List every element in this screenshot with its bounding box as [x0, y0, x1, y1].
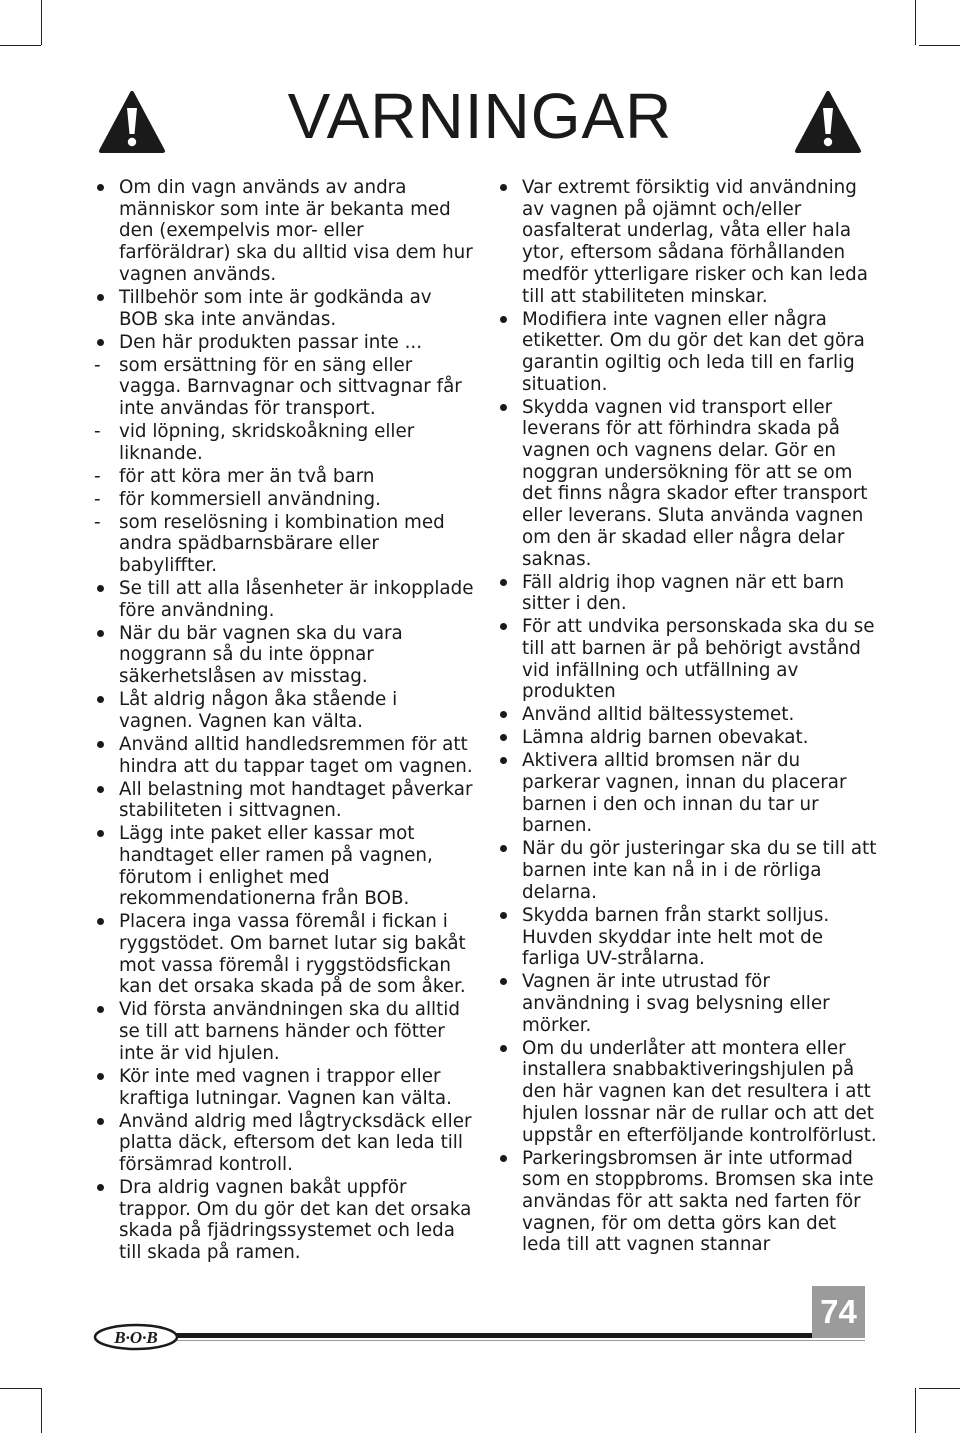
item-text: Lämna aldrig barnen obevakat. — [522, 727, 809, 749]
item-text: Parkeringsbromsen är inte utformad som en stoppbroms. Bromsen ska inte användas för att sakta ned farten för vagnen, för om detta görs kan det leda till att vagnen stannar — [522, 1147, 874, 1256]
page-title: VARNINGAR — [287, 80, 673, 152]
bullet-item — [94, 689, 474, 732]
bullet-item — [497, 572, 877, 615]
bullet-item — [94, 1177, 474, 1264]
dash-item — [94, 466, 474, 488]
item-text: När du gör justeringar ska du se till att barnen inte kan nå in i de rörliga delarna. — [522, 838, 877, 903]
footer-rule-thin — [120, 1340, 865, 1341]
bullet-item — [94, 1111, 474, 1176]
bullet-item — [94, 911, 474, 998]
bullet-item — [94, 177, 474, 286]
left-column — [94, 177, 474, 1265]
bullet-item — [94, 578, 474, 621]
dash-item — [94, 421, 474, 464]
bullet-item — [94, 623, 474, 688]
bullet-item — [94, 734, 474, 777]
item-text: Vagnen är inte utrustad för användning i svag belysning eller mörker. — [522, 971, 830, 1036]
bullet-item — [94, 1066, 474, 1109]
item-text: Om din vagn används av andra människor som inte är bekanta med den (exempelvis mor- eller farföräldrar) ska du alltid visa dem hur vagnen används. — [119, 177, 473, 285]
item-text: Skydda vagnen vid transport eller leverans för att förhindra skada på vagnen och vagnens delar. Gör en noggran undersökning för att se om det finns några skador efter transport eller leverans. Sluta använda vagnen om den är skadad eller några delar saknas. — [522, 396, 868, 570]
crop-mark — [919, 1388, 960, 1389]
bullet-item — [94, 779, 474, 822]
item-text: Skydda barnen från starkt solljus. Huvden skyddar inte helt mot de farliga UV-strålarna. — [522, 904, 830, 970]
bullet-item — [497, 397, 877, 571]
bullet-item — [94, 823, 474, 910]
item-text: Använd alltid bältessystemet. — [522, 704, 795, 726]
bullet-item — [497, 309, 877, 396]
dash-item — [94, 489, 474, 511]
page-number: 74 — [812, 1286, 865, 1338]
item-text: vid löpning, skridskoåkning eller liknande. — [119, 420, 415, 464]
footer-rule — [120, 1333, 865, 1338]
bullet-item — [497, 616, 877, 703]
dash-item — [94, 512, 474, 577]
bullet-item — [94, 287, 474, 330]
item-text: Låt aldrig någon åka stående i vagnen. Vagnen kan välta. — [119, 689, 398, 732]
item-text: Tillbehör som inte är godkända av BOB ska inte användas. — [119, 286, 432, 330]
crop-mark — [41, 1388, 42, 1433]
svg-text:B·O·B: B·O·B — [114, 1328, 158, 1347]
crop-mark — [915, 1388, 916, 1433]
right-column — [497, 177, 877, 1257]
item-text: Fäll aldrig ihop vagnen när ett barn sitter i den. — [522, 571, 845, 615]
bullet-item — [497, 971, 877, 1036]
item-text: som reselösning i kombination med andra spädbarnsbärare eller babyliffter. — [119, 511, 445, 577]
bullet-item — [497, 1038, 877, 1147]
item-text: Den här produkten passar inte ... — [119, 331, 423, 353]
item-text: för att köra mer än två barn — [119, 465, 375, 487]
item-text: Aktivera alltid bromsen när du parkerar vagnen, innan du placerar barnen i den och innan du tar ur barnen. — [522, 750, 847, 837]
item-text: Om du underlåter att montera eller installera snabbaktiveringshjulen på den här vagnen kan det resultera i att hjulen lossnar när de rullar och att det uppstår en efterföljande kontrolförlust. — [522, 1037, 877, 1146]
item-text: Dra aldrig vagnen bakåt uppför trappor. Om du gör det kan det orsaka skada på fjädringssystemet och leda till skada på ramen. — [119, 1176, 472, 1264]
crop-mark — [919, 45, 960, 46]
item-text: Lägg inte paket eller kassar mot handtaget eller ramen på vagnen, förutom i enlighet med rekommendationerna från BOB. — [119, 823, 433, 910]
item-text: För att undvika personskada ska du se till att barnen är på behörigt avstånd vid infällning och utfällning av produkten — [522, 616, 875, 703]
bullet-item — [94, 332, 474, 354]
crop-mark — [915, 0, 916, 45]
item-text: All belastning mot handtaget påverkar stabiliteten i sittvagnen. — [119, 778, 473, 822]
dash-item — [94, 355, 474, 420]
bullet-item — [497, 750, 877, 837]
crop-mark — [0, 45, 41, 46]
item-text: Placera inga vassa föremål i fickan i ryggstödet. Om barnet lutar sig bakåt mot vassa föremål i ryggstödsfickan kan det orsaka skada på de som åker. — [119, 911, 466, 998]
item-text: Kör inte med vagnen i trappor eller kraftiga lutningar. Vagnen kan välta. — [119, 1065, 452, 1109]
item-text: Var extremt försiktig vid användning av vagnen på ojämnt och/eller oasfalterat underlag, våta eller hala ytor, eftersom sådana förhållanden medför ytterligare risker och kan leda till att stabiliteten minskar. — [522, 177, 868, 307]
item-text: som ersättning för en säng eller vagga. Barnvagnar och sittvagnar får inte användas för transport. — [119, 354, 462, 419]
bullet-item — [497, 838, 877, 903]
crop-mark — [41, 0, 42, 45]
item-text: för kommersiell användning. — [119, 488, 381, 510]
crop-mark — [0, 1388, 41, 1389]
bullet-item — [497, 704, 877, 726]
item-text: När du bär vagnen ska du vara noggrann så du inte öppnar säkerhetslåsen av misstag. — [119, 622, 403, 688]
item-text: Vid första användningen ska du alltid se till att barnens händer och fötter inte är vid hjulen. — [119, 999, 460, 1064]
bullet-item — [497, 905, 877, 970]
item-text: Använd alltid handledsremmen för att hindra att du tappar taget om vagnen. — [119, 733, 473, 777]
bullet-item — [497, 177, 877, 307]
bullet-item — [497, 727, 877, 749]
item-text: Modifiera inte vagnen eller några etiketter. Om du gör det kan det göra garantin ogiltig och leda till en farlig situation. — [522, 308, 865, 395]
item-text: Se till att alla låsenheter är inkopplade före användning. — [119, 578, 474, 621]
item-text: Använd aldrig med lågtrycksdäck eller platta däck, eftersom det kan leda till försämrad kontroll. — [119, 1110, 472, 1175]
bullet-item — [497, 1148, 877, 1257]
bob-logo — [93, 1322, 179, 1352]
bullet-item — [94, 999, 474, 1064]
